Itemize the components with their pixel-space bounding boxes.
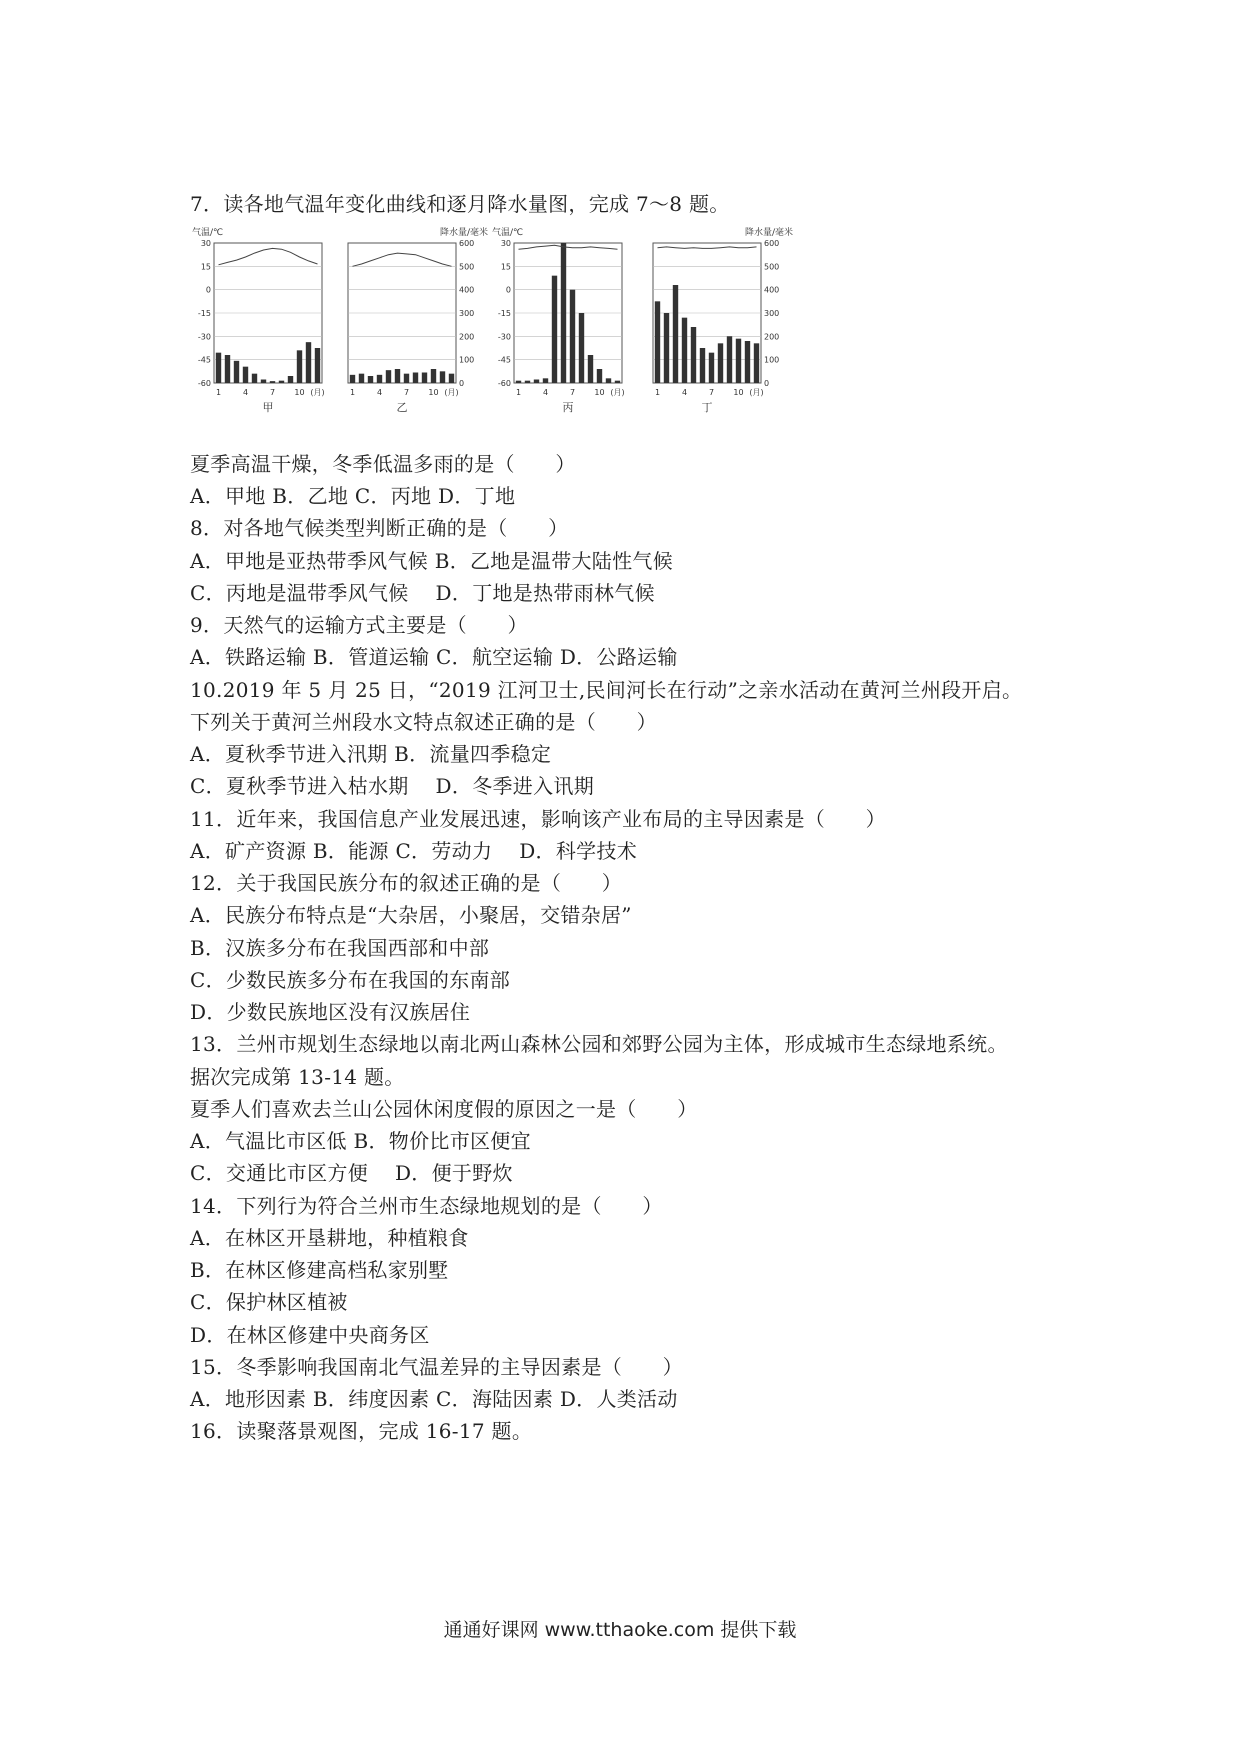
climate-chart-bing: [490, 225, 630, 435]
precip-bar: [440, 371, 445, 383]
temp-tick-label: 15: [200, 262, 211, 272]
question-14-stem: 14．下列行为符合兰州市生态绿地规划的是（ ）: [190, 1194, 663, 1218]
question-8-stem: 8．对各地气候类型判断正确的是（ ）: [190, 516, 569, 540]
precip-bar: [718, 343, 723, 383]
question-7-options: A．甲地 B．乙地 C．丙地 D．丁地: [190, 484, 516, 508]
temp-tick-label: -45: [197, 355, 211, 365]
precip-bar: [449, 374, 454, 383]
x-tick-label: 7: [403, 388, 410, 397]
question-13-options-ab: A．气温比市区低 B．物价比市区便宜: [190, 1129, 531, 1153]
precip-bar: [664, 313, 669, 383]
precip-tick-label: 200: [764, 332, 780, 342]
precip-bar: [597, 369, 602, 383]
precip-bar: [395, 369, 400, 383]
question-13-prompt: 夏季人们喜欢去兰山公园休闲度假的原因之一是（ ）: [190, 1097, 698, 1121]
precip-bar: [315, 348, 320, 383]
temperature-line: [219, 248, 318, 264]
precip-bar: [279, 381, 284, 383]
x-tick-label: 10: [294, 388, 305, 397]
precip-tick-label: 200: [459, 332, 475, 342]
question-14-option-d: D．在林区修建中央商务区: [190, 1323, 430, 1347]
precip-tick-label: 300: [764, 309, 780, 318]
precip-bar: [225, 355, 230, 383]
question-12-option-b: B．汉族多分布在我国西部和中部: [190, 936, 490, 960]
question-10-options-ab: A．夏秋季节进入汛期 B．流量四季稳定: [190, 742, 552, 766]
page-footer: 通通好课网 www.tthaoke.com 提供下载: [443, 1619, 797, 1641]
station-name: 甲: [262, 401, 274, 414]
question-15-options: A．地形因素 B．纬度因素 C．海陆因素 D．人类活动: [190, 1387, 678, 1411]
precip-bar: [736, 339, 741, 383]
climate-chart-yi: [340, 225, 490, 435]
temp-axis-label: 气温/℃: [492, 228, 524, 238]
temp-tick-label: 30: [200, 239, 211, 248]
precip-tick-label: 400: [459, 285, 475, 295]
question-14-option-c: C．保护林区植被: [190, 1290, 348, 1314]
precip-bar: [754, 343, 759, 383]
x-tick-label: 4: [242, 388, 249, 397]
question-9-options: A．铁路运输 B．管道运输 C．航空运输 D．公路运输: [190, 645, 678, 669]
question-12-stem: 12．关于我国民族分布的叙述正确的是（ ）: [190, 871, 623, 895]
station-name: 丙: [562, 401, 574, 414]
x-tick-label: (月): [310, 388, 325, 397]
x-tick-label: (月): [610, 388, 625, 397]
question-12-option-a: A．民族分布特点是“大杂居，小聚居，交错杂居”: [190, 903, 632, 927]
precip-tick-label: 0: [459, 379, 465, 388]
precip-tick-label: 0: [764, 379, 770, 388]
precip-tick-label: 100: [764, 355, 780, 365]
precip-bar: [543, 378, 548, 383]
precip-bar: [350, 375, 355, 383]
question-7-prompt: 夏季高温干燥，冬季低温多雨的是（ ）: [190, 452, 576, 476]
precip-bar: [745, 341, 750, 383]
question-15-stem: 15．冬季影响我国南北气温差异的主导因素是（ ）: [190, 1355, 683, 1379]
question-13-options-cd: C．交通比市区方便 D．便于野炊: [190, 1161, 513, 1185]
question-8-options-ab: A．甲地是亚热带季风气候 B．乙地是温带大陆性气候: [190, 549, 673, 573]
x-tick-label: 10: [428, 388, 439, 397]
question-16-stem: 16．读聚落景观图，完成 16-17 题。: [190, 1419, 533, 1443]
precip-tick-label: 500: [764, 262, 780, 272]
precip-bar: [243, 367, 248, 383]
temperature-line: [519, 245, 618, 249]
precip-tick-label: 300: [459, 309, 475, 318]
precip-bar: [552, 276, 557, 383]
x-tick-label: 7: [708, 388, 715, 397]
x-tick-label: 4: [681, 388, 688, 397]
x-tick-label: 7: [569, 388, 576, 397]
precip-bar: [386, 370, 391, 383]
question-9-stem: 9．天然气的运输方式主要是（ ）: [190, 613, 528, 637]
precip-bar: [306, 342, 311, 383]
precip-bar: [261, 380, 266, 384]
question-11-stem: 11．近年来，我国信息产业发展迅速，影响该产业布局的主导因素是（ ）: [190, 807, 886, 831]
precip-tick-label: 600: [459, 239, 475, 248]
precip-bar: [691, 327, 696, 383]
precip-bar: [234, 361, 239, 383]
precip-bar: [525, 381, 530, 383]
temp-tick-label: -15: [197, 309, 211, 318]
question-14-option-b: B．在林区修建高档私家别墅: [190, 1258, 449, 1282]
precip-bar: [727, 336, 732, 383]
precip-bar: [655, 301, 660, 383]
temp-tick-label: 30: [500, 239, 511, 248]
temp-tick-label: 0: [505, 285, 511, 295]
x-tick-label: 10: [594, 388, 605, 397]
precip-bar: [270, 381, 275, 383]
precip-bar: [606, 378, 611, 383]
precip-bar: [588, 355, 593, 383]
precip-bar: [252, 374, 257, 383]
precip-bar: [673, 285, 678, 383]
question-13-instruction: 据次完成第 13-14 题。: [190, 1065, 405, 1089]
station-name: 丁: [701, 401, 713, 414]
precip-bar: [516, 381, 521, 383]
precip-tick-label: 600: [764, 239, 780, 248]
precip-bar: [570, 290, 575, 383]
x-tick-label: 4: [542, 388, 549, 397]
question-10-options-cd: C．夏秋季节进入枯水期 D．冬季进入讯期: [190, 774, 594, 798]
x-tick-label: 1: [654, 388, 661, 397]
climate-charts: [190, 225, 810, 435]
precip-bar: [682, 318, 687, 383]
x-tick-label: (月): [749, 388, 764, 397]
precip-bar: [561, 243, 566, 383]
question-8-options-cd: C．丙地是温带季风气候 D．丁地是热带雨林气候: [190, 581, 655, 605]
temp-tick-label: 0: [205, 285, 211, 295]
x-tick-label: 1: [515, 388, 522, 397]
climate-chart-jia: [190, 225, 330, 435]
precip-bar: [422, 373, 427, 384]
temp-tick-label: -15: [497, 309, 511, 318]
question-14-option-a: A．在林区开垦耕地，种植粮食: [190, 1226, 469, 1250]
precip-axis-label: 降水量/毫米: [439, 228, 488, 238]
temp-tick-label: -45: [497, 355, 511, 365]
question-10-stem: 10.2019 年 5 月 25 日，“2019 江河卫士,民间河长在行动”之亲水活动在黄河兰州段开启。: [190, 678, 1023, 702]
x-tick-label: 10: [733, 388, 744, 397]
climate-chart-ding: [645, 225, 795, 435]
x-tick-label: 1: [349, 388, 356, 397]
precip-bar: [297, 350, 302, 383]
station-name: 乙: [396, 401, 408, 414]
precip-tick-label: 400: [764, 285, 780, 295]
x-tick-label: 7: [269, 388, 276, 397]
precip-bar: [377, 375, 382, 383]
precip-bar: [359, 374, 364, 383]
precip-bar: [216, 353, 221, 383]
precip-bar: [368, 376, 373, 383]
precip-bar: [709, 353, 714, 383]
question-10-prompt: 下列关于黄河兰州段水文特点叙述正确的是（ ）: [190, 710, 657, 734]
precip-axis-label: 降水量/毫米: [744, 228, 793, 238]
temp-tick-label: -30: [497, 332, 511, 342]
question-12-option-d: D．少数民族地区没有汉族居住: [190, 1000, 471, 1024]
question-7-stem: 7．读各地气温年变化曲线和逐月降水量图，完成 7～8 题。: [190, 192, 730, 216]
temp-tick-label: -60: [497, 379, 511, 388]
precip-bar: [615, 381, 620, 383]
precip-bar: [404, 374, 409, 383]
question-13-stem: 13．兰州市规划生态绿地以南北两山森林公园和郊野公园为主体，形成城市生态绿地系统。: [190, 1032, 1008, 1056]
precip-bar: [579, 313, 584, 383]
precip-bar: [431, 369, 436, 383]
x-tick-label: 1: [215, 388, 222, 397]
precip-tick-label: 100: [459, 355, 475, 365]
x-tick-label: (月): [444, 388, 459, 397]
precip-bar: [534, 380, 539, 384]
temperature-line: [658, 247, 757, 249]
precip-tick-label: 500: [459, 262, 475, 272]
temp-tick-label: -30: [197, 332, 211, 342]
x-tick-label: 4: [376, 388, 383, 397]
precip-bar: [288, 376, 293, 383]
temp-tick-label: -60: [197, 379, 211, 388]
temp-tick-label: 15: [500, 262, 511, 272]
question-11-options: A．矿产资源 B．能源 C．劳动力 D．科学技术: [190, 839, 638, 863]
temperature-line: [353, 253, 452, 266]
precip-bar: [413, 373, 418, 384]
question-12-option-c: C．少数民族多分布在我国的东南部: [190, 968, 511, 992]
precip-bar: [700, 348, 705, 383]
temp-axis-label: 气温/℃: [192, 228, 224, 238]
